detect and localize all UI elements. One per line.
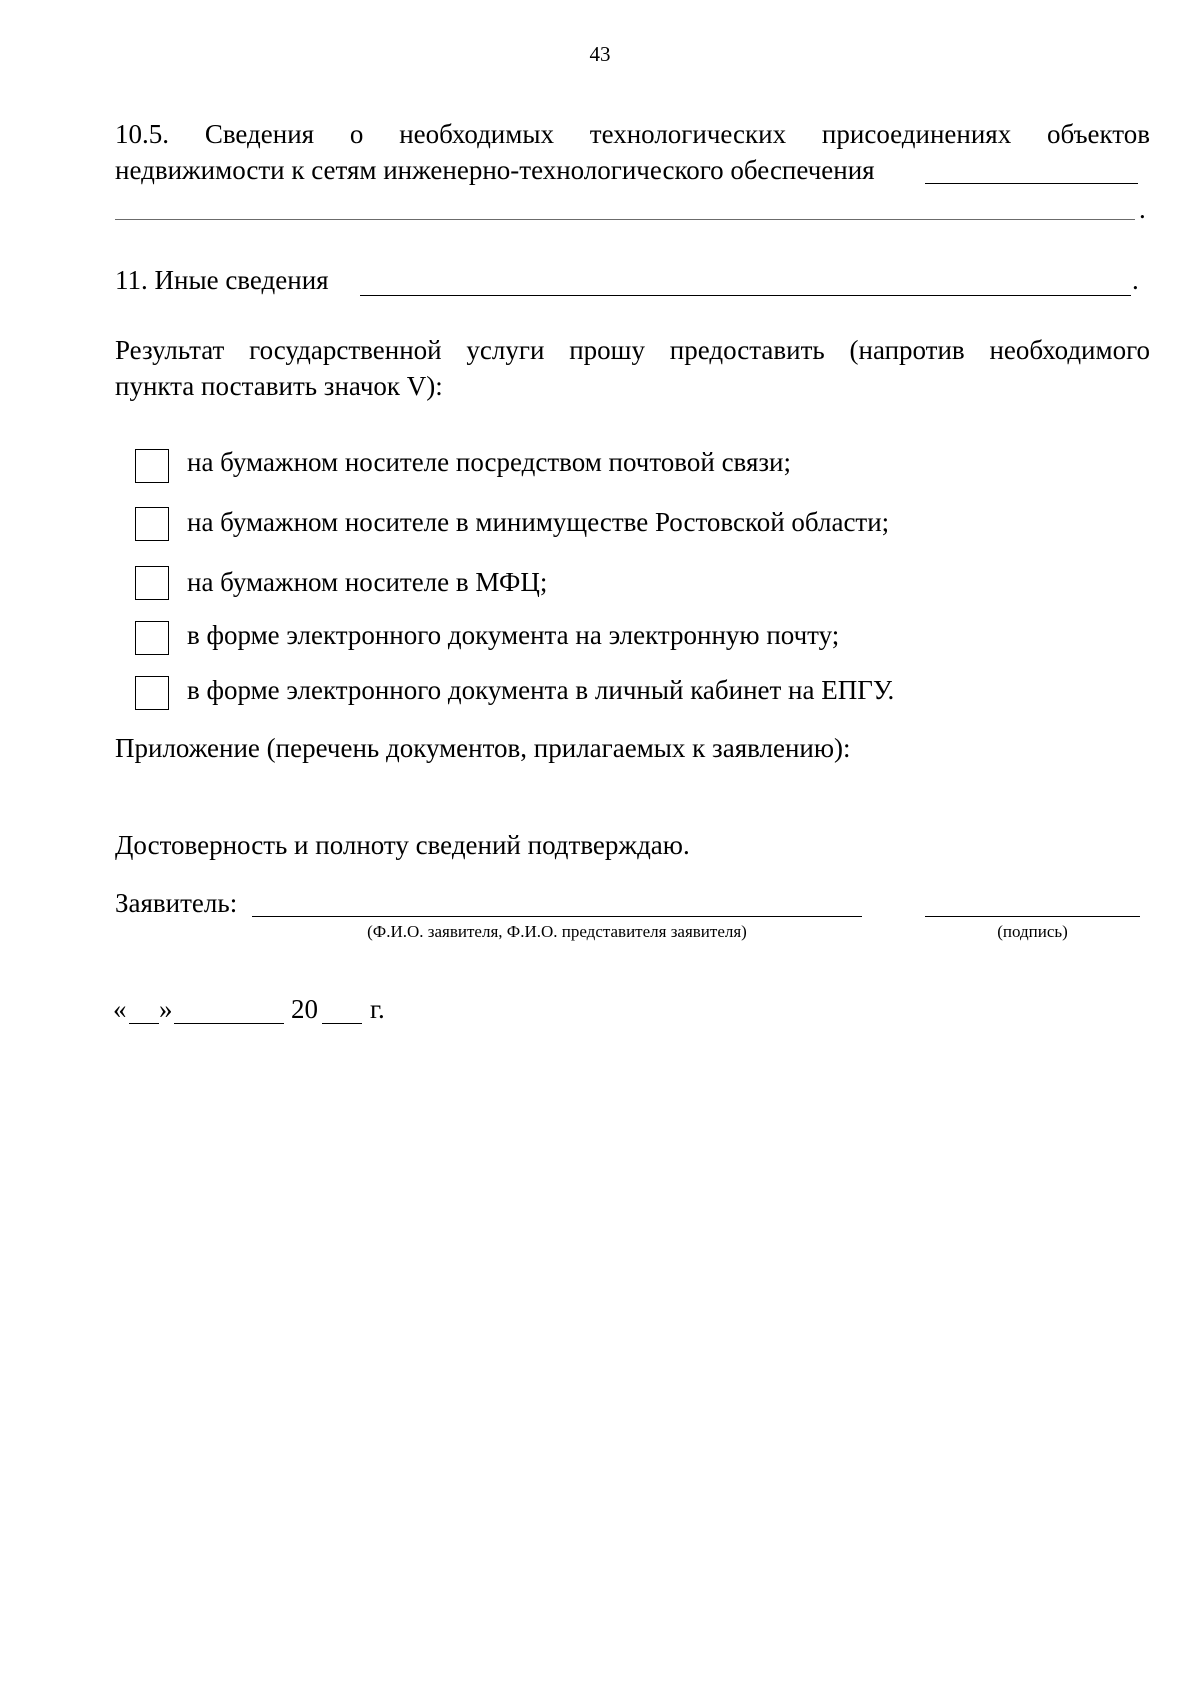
delivery-option-label-epgu: в форме электронного документа в личный кабинет на ЕПГУ. [187,675,895,705]
applicant-label: Заявитель: [115,888,238,918]
delivery-option-checkbox-mfc[interactable] [135,566,169,600]
result-request-line2: пункта поставить значок V): [115,371,443,401]
section-10-5-fill-line-2[interactable] [115,219,1135,220]
section-11-fill-line[interactable] [360,295,1131,296]
date-day-field[interactable] [129,1023,159,1024]
date-close-quote: » [159,994,173,1024]
applicant-signature-caption: (подпись) [997,922,1068,941]
delivery-option-checkbox-email[interactable] [135,621,169,655]
applicant-name-field[interactable] [252,916,862,917]
date-year-suffix: г. [370,994,385,1024]
date-open-quote: « [113,994,127,1024]
delivery-option-label-email: в форме электронного документа на электронную почту; [187,620,840,650]
date-year-field[interactable] [322,1023,362,1024]
result-request-line1: Результат государственной услуги прошу предоставить (напротив необходимого [115,335,1150,365]
date-century: 20 [291,994,318,1024]
section-10-5-end-period: . [1139,194,1146,224]
section-10-5-line1: 10.5. Сведения о необходимых технологических присоединениях объектов [115,119,1150,149]
applicant-name-caption: (Ф.И.О. заявителя, Ф.И.О. представителя заявителя) [367,922,747,941]
section-10-5-line2: недвижимости к сетям инженерно-технологического обеспечения [115,155,875,185]
page-number: 43 [589,42,611,66]
delivery-option-checkbox-ministry[interactable] [135,507,169,541]
delivery-option-checkbox-postal[interactable] [135,449,169,483]
applicant-signature-field[interactable] [925,916,1140,917]
confirmation-text: Достоверность и полноту сведений подтверждаю. [115,830,690,860]
section-10-5-fill-line-1[interactable] [925,183,1138,184]
delivery-option-label-ministry: на бумажном носителе в минимуществе Ростовской области; [187,507,890,537]
section-11-label: 11. Иные сведения [115,265,329,295]
delivery-option-label-postal: на бумажном носителе посредством почтовой связи; [187,447,791,477]
date-month-field[interactable] [174,1023,284,1024]
section-11-end-period: . [1132,265,1139,295]
delivery-option-checkbox-epgu[interactable] [135,676,169,710]
delivery-option-label-mfc: на бумажном носителе в МФЦ; [187,567,548,597]
attachment-label: Приложение (перечень документов, прилагаемых к заявлению): [115,733,851,763]
